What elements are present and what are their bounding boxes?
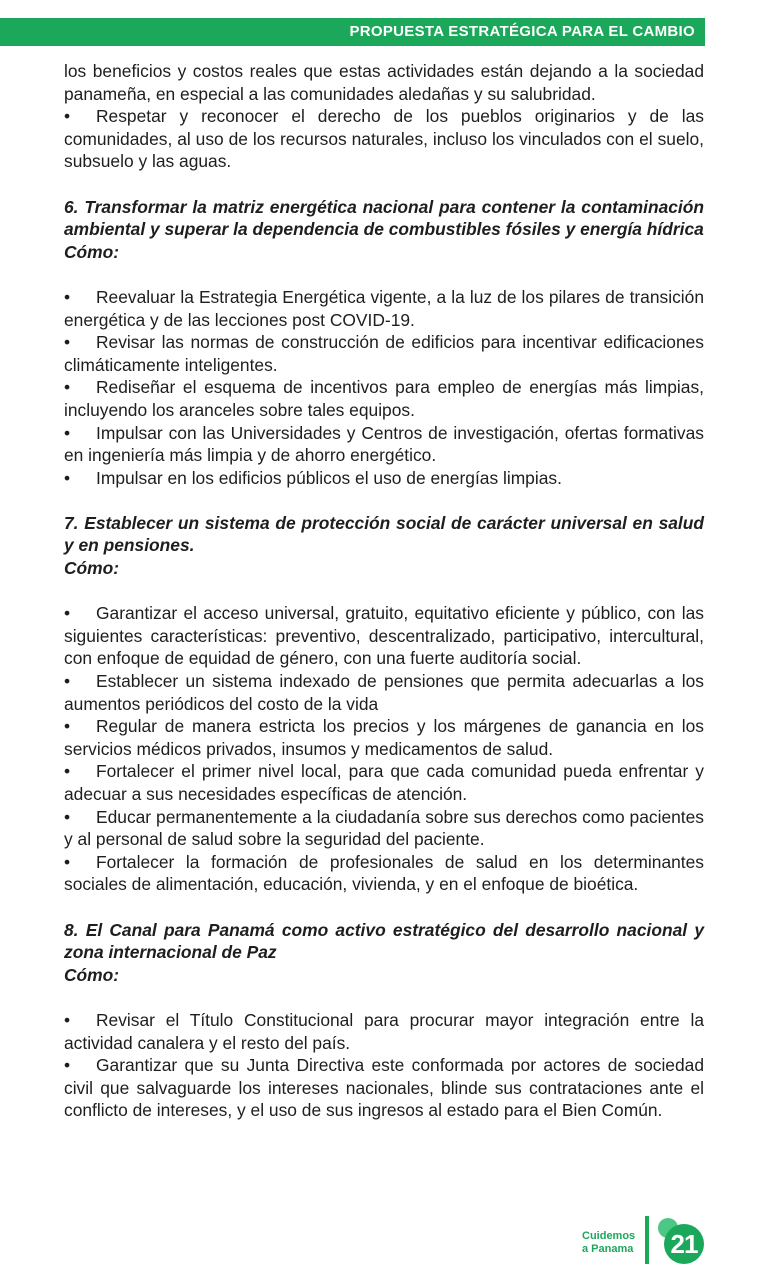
bullet-item [64,670,704,715]
bullet-icon: • [64,1009,71,1030]
page-number: 21 [664,1224,704,1264]
bullet-item [64,806,704,851]
page-header-bar [0,18,705,46]
section-title: 6. Transformar la matriz energética nacional para contener la contaminación ambiental y superar la dependencia de combustibles fósiles y energía hídrica [64,196,704,240]
bullet-icon: • [64,332,71,353]
bullet-text: Impulsar en los edificios públicos el uso de energías limpias. [96,467,562,488]
document-body [64,60,704,1122]
section-how-label: Cómo: [64,964,120,985]
bullet-item [64,105,704,173]
bullet-icon: • [64,286,71,307]
bullet-text: Revisar las normas de construcción de edificios para incentivar edificaciones climáticamente inteligentes. [64,332,704,375]
bullet-text: Educar permanentemente a la ciudadanía sobre sus derechos como pacientes y al personal de salud sobre la seguridad del paciente. [64,806,704,850]
page-header-title: PROPUESTA ESTRATÉGICA PARA EL CAMBIO [349,23,695,40]
footer-logo [580,1214,710,1270]
section-how-label: Cómo: [64,558,120,579]
bullet-item [64,760,704,805]
bullet-item [64,286,704,331]
spacer [64,173,704,196]
bullet-item [64,602,704,670]
bullet-text: Garantizar que su Junta Directiva este conformada por actores de sociedad civil que salvaguarde los intereses nacionales, blinde sus contrataciones ante el conflicto de intereses, y el uso de sus ingresos al estado para el Bien Común. [64,1055,704,1121]
bullet-icon: • [64,106,71,127]
bullet-icon: • [64,806,71,827]
bullet-text: Impulsar con las Universidades y Centros de investigación, ofertas formativas en ingeniería más limpia y de ahorro energético. [64,422,704,466]
brand-line-2: a Panama [582,1243,634,1255]
bullet-text: Fortalecer el primer nivel local, para que cada comunidad pueda enfrentar y adecuar a sus necesidades específicas de atención. [64,761,704,804]
bullet-icon: • [64,1055,71,1076]
bullet-icon: • [64,422,71,443]
bullet-icon: • [64,761,71,782]
bullet-icon: • [64,851,71,872]
bullet-item [64,851,704,896]
spacer [64,580,704,603]
bullet-text: Garantizar el acceso universal, gratuito, equitativo eficiente y público, con las siguientes características: preventivo, descentralizado, participativo, intercultural, con enfoque de equidad de género, con una fuerte auditoría social. [64,603,704,669]
bullet-text: Respetar y reconocer el derecho de los pueblos originarios y de las comunidades, al uso de los recursos naturales, incluso los vinculados con el suelo, subsuelo y las aguas. [64,106,704,172]
brand-text [582,1230,635,1256]
bullet-icon: • [64,603,71,624]
bullet-item [64,715,704,760]
spacer [64,489,704,512]
bullet-text: Reevaluar la Estrategia Energética vigente, a la luz de los pilares de transición energética y de las lecciones post COVID-19. [64,286,704,330]
bullet-item [64,1054,704,1122]
section-title: 7. Establecer un sistema de protección social de carácter universal en salud y en pensiones. [64,512,704,556]
bullet-item [64,1009,704,1054]
spacer [64,263,704,286]
bullet-item [64,376,704,421]
bullet-item [64,422,704,467]
bullet-item [64,467,704,490]
bullet-icon: • [64,467,71,488]
section-title: 8. El Canal para Panamá como activo estratégico del desarrollo nacional y zona internacional de Paz [64,919,704,963]
paragraph: los beneficios y costos reales que estas actividades están dejando a la sociedad panameña, en especial a las comunidades aledañas y su salubridad. [64,61,704,104]
bullet-text: Rediseñar el esquema de incentivos para empleo de energías más limpias, incluyendo los aranceles sobre tales equipos. [64,377,704,420]
spacer [64,986,704,1009]
bullet-item [64,331,704,376]
spacer [64,896,704,919]
brand-line-1: Cuidemos [582,1230,636,1242]
bullet-text: Fortalecer la formación de profesionales de salud en los determinantes sociales de alimentación, educación, vivienda, y en el enfoque de bioética. [64,851,704,895]
divider [645,1216,649,1264]
bullet-icon: • [64,671,71,692]
section-how-label: Cómo: [64,241,120,262]
bullet-text: Revisar el Título Constitucional para procurar mayor integración entre la actividad canalera y el resto del país. [64,1009,704,1053]
bullet-text: Establecer un sistema indexado de pensiones que permita adecuarlas a los aumentos periódicos del costo de la vida [64,671,704,714]
bullet-icon: • [64,716,71,737]
bullet-icon: • [64,377,71,398]
bullet-text: Regular de manera estricta los precios y los márgenes de ganancia en los servicios médicos privados, insumos y medicamentos de salud. [64,716,704,759]
